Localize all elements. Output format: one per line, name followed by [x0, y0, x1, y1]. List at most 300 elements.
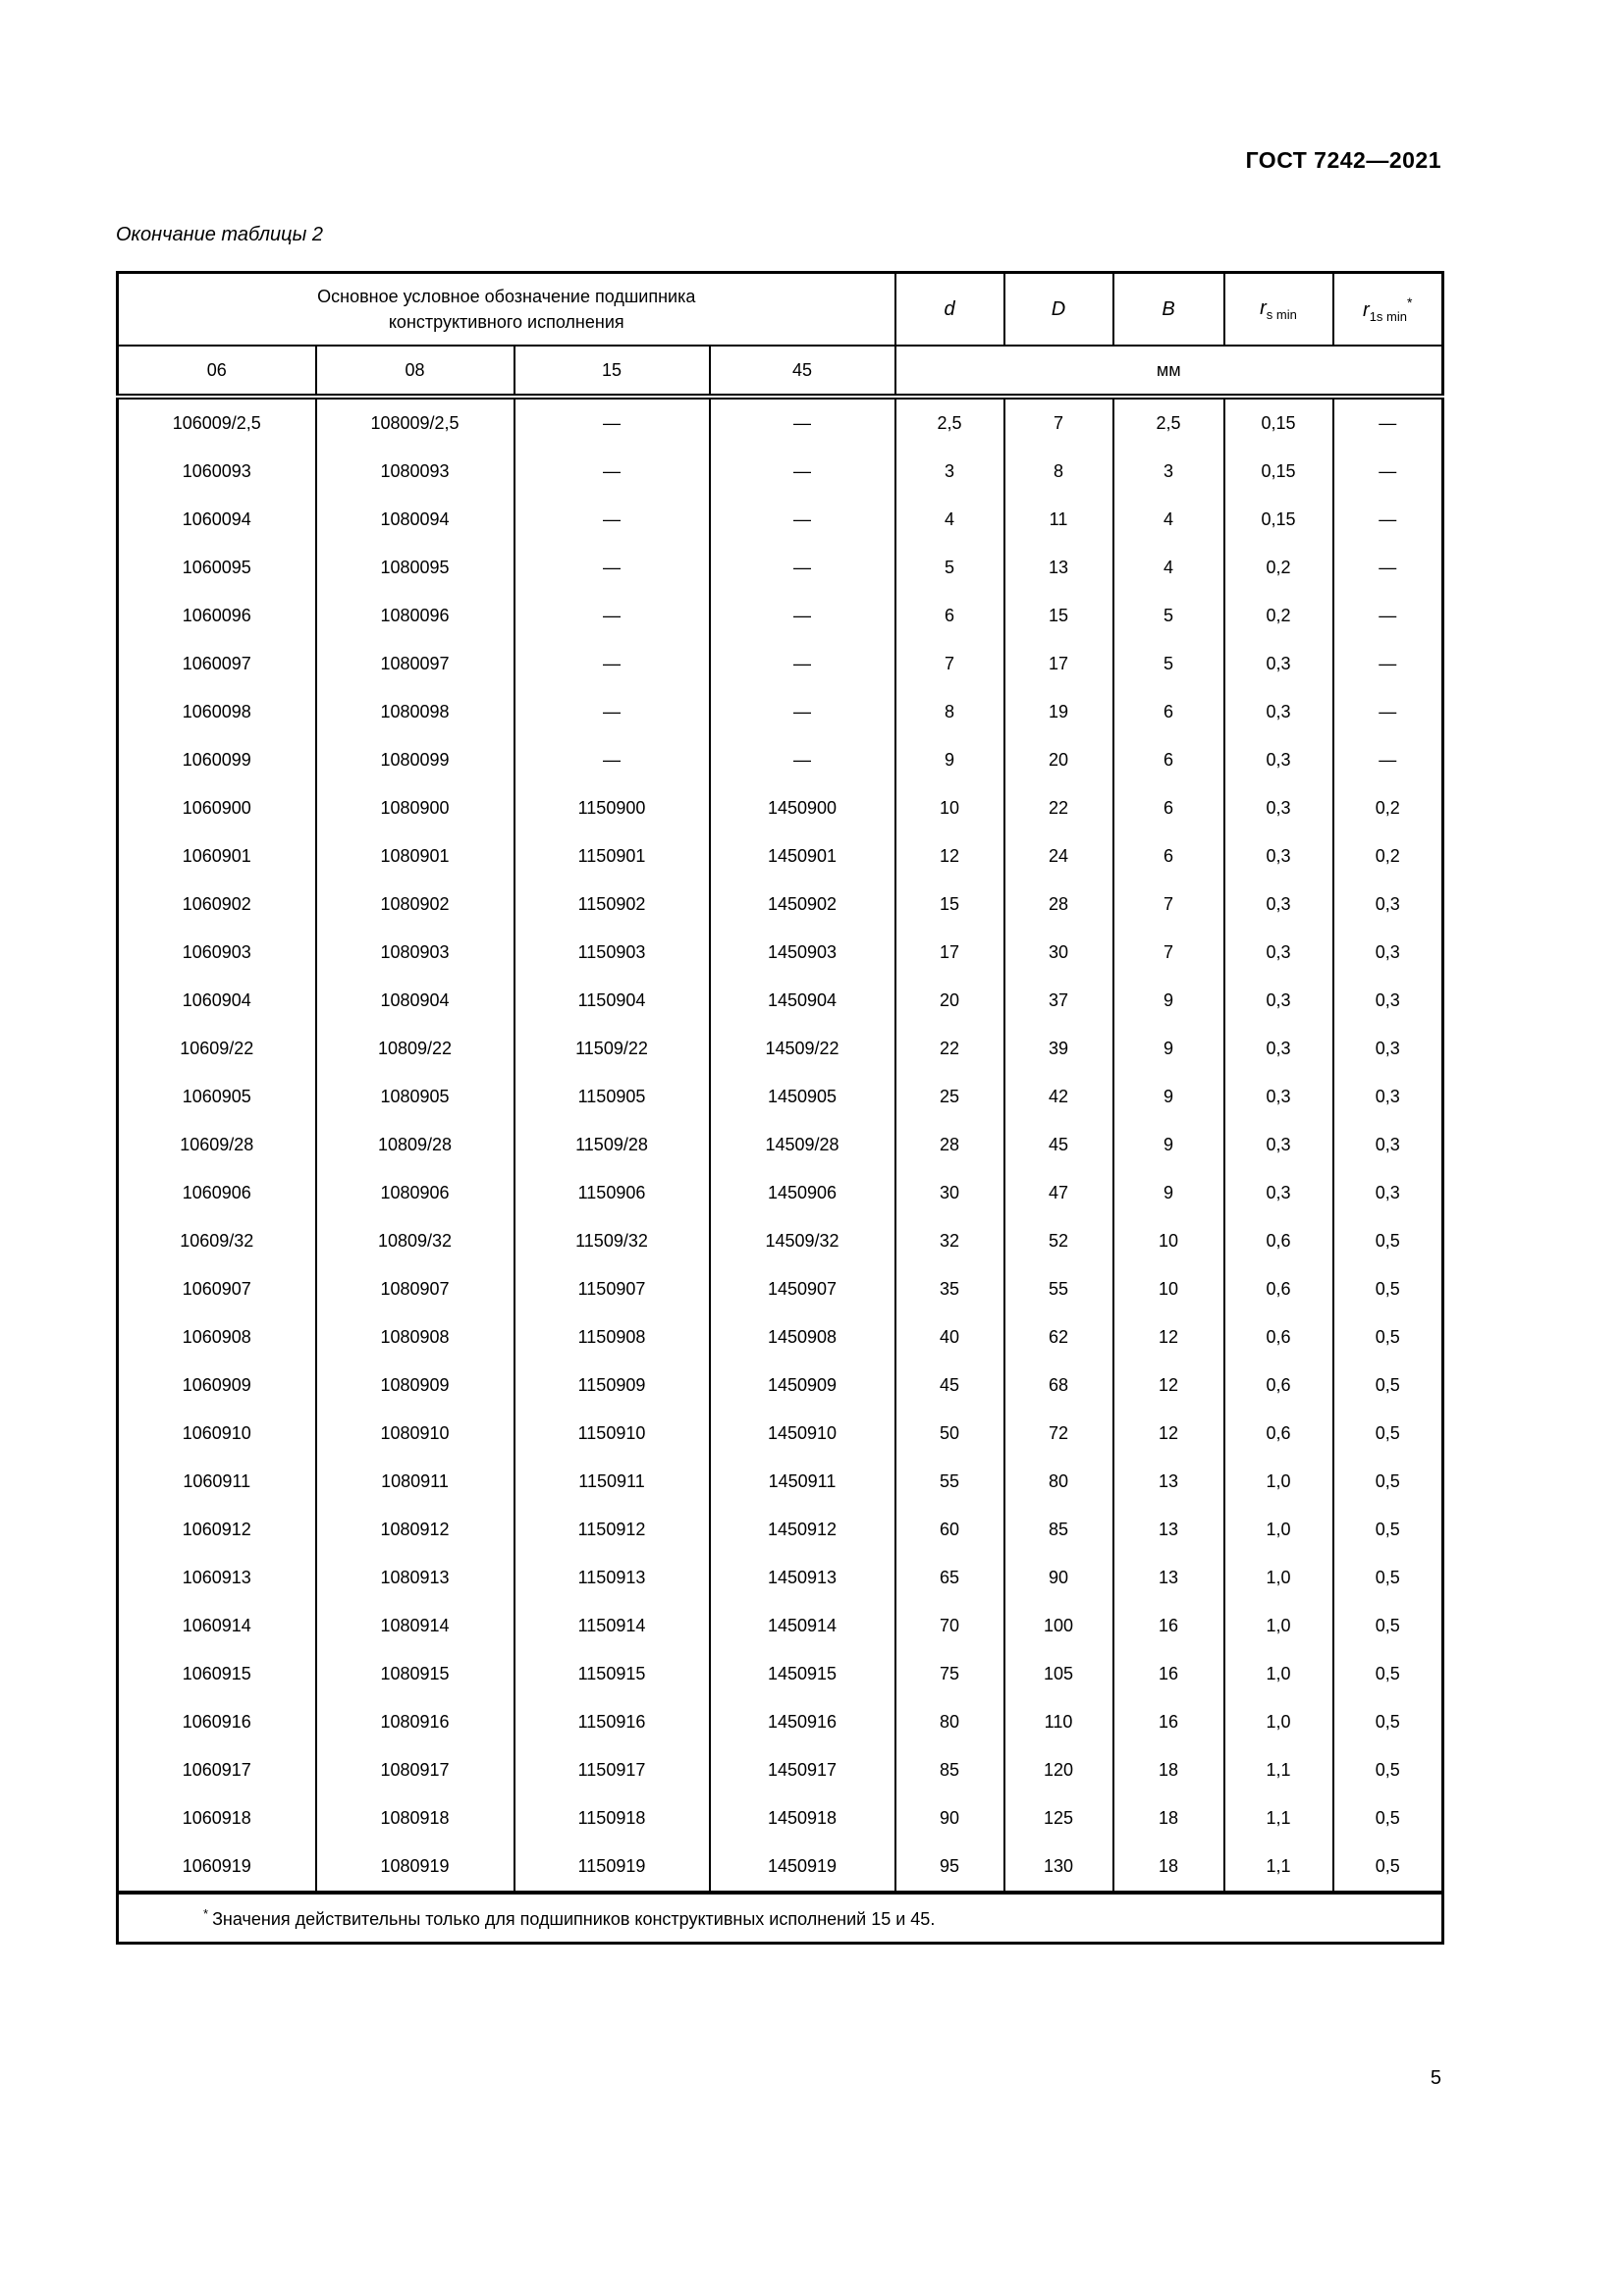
table-cell: 18: [1113, 1746, 1224, 1794]
table-cell: 0,3: [1224, 832, 1333, 881]
table-cell: —: [710, 640, 895, 688]
table-cell: 0,6: [1224, 1265, 1333, 1313]
table-cell: 1060095: [118, 544, 316, 592]
table-cell: 0,3: [1224, 640, 1333, 688]
table-cell: 6: [895, 592, 1004, 640]
table-cell: 11509/22: [514, 1025, 710, 1073]
table-cell: —: [710, 736, 895, 784]
table-cell: 1080902: [316, 881, 514, 929]
table-cell: —: [710, 592, 895, 640]
footnote-cell: [118, 1893, 1443, 1944]
table-cell: 1,1: [1224, 1842, 1333, 1893]
table-cell: 0,3: [1224, 929, 1333, 977]
table-cell: 1060901: [118, 832, 316, 881]
table-cell: 1150901: [514, 832, 710, 881]
table-cell: 13: [1113, 1458, 1224, 1506]
table-cell: 7: [1113, 881, 1224, 929]
table-cell: 13: [1004, 544, 1113, 592]
table-row: [118, 1410, 1443, 1458]
table-cell: 1080908: [316, 1313, 514, 1362]
table-cell: 1080097: [316, 640, 514, 688]
table-row: [118, 1362, 1443, 1410]
table-cell: 18: [1113, 1842, 1224, 1893]
table-cell: 62: [1004, 1313, 1113, 1362]
table-cell: 16: [1113, 1650, 1224, 1698]
table-row: [118, 1217, 1443, 1265]
table-cell: 0,5: [1333, 1410, 1443, 1458]
table-cell: 130: [1004, 1842, 1113, 1893]
table-row: [118, 688, 1443, 736]
table-row: [118, 496, 1443, 544]
table-cell: 1080099: [316, 736, 514, 784]
table-cell: 1060915: [118, 1650, 316, 1698]
table-cell: 1450909: [710, 1362, 895, 1410]
table-cell: 55: [1004, 1265, 1113, 1313]
table-cell: 60: [895, 1506, 1004, 1554]
table-cell: 0,6: [1224, 1313, 1333, 1362]
table-cell: 0,3: [1333, 977, 1443, 1025]
table-cell: 1080917: [316, 1746, 514, 1794]
table-row: [118, 1794, 1443, 1842]
table-cell: 45: [895, 1362, 1004, 1410]
table-cell: 1060912: [118, 1506, 316, 1554]
table-cell: 10809/22: [316, 1025, 514, 1073]
table-cell: 1080914: [316, 1602, 514, 1650]
table-cell: 17: [1004, 640, 1113, 688]
table-cell: 1150903: [514, 929, 710, 977]
table-cell: 1150910: [514, 1410, 710, 1458]
col-header-d: [895, 273, 1004, 347]
table-row: [118, 1554, 1443, 1602]
table-cell: —: [710, 448, 895, 496]
table-cell: 9: [1113, 1025, 1224, 1073]
table-cell: 1450911: [710, 1458, 895, 1506]
table-cell: 8: [1004, 448, 1113, 496]
table-cell: 1450914: [710, 1602, 895, 1650]
table-cell: 0,5: [1333, 1313, 1443, 1362]
table-cell: 1080093: [316, 448, 514, 496]
table-cell: 1080910: [316, 1410, 514, 1458]
table-cell: 0,15: [1224, 448, 1333, 496]
table-cell: 0,5: [1333, 1265, 1443, 1313]
col-header-r1s-min: [1333, 273, 1443, 347]
table-cell: 1060906: [118, 1169, 316, 1217]
table-cell: 9: [895, 736, 1004, 784]
table-cell: 1060094: [118, 496, 316, 544]
table-cell: 10809/32: [316, 1217, 514, 1265]
table-cell: 68: [1004, 1362, 1113, 1410]
table-cell: 1450903: [710, 929, 895, 977]
table-cell: —: [514, 736, 710, 784]
table-cell: 1,1: [1224, 1794, 1333, 1842]
r1s-min-asterisk: *: [1407, 294, 1413, 310]
table-cell: —: [710, 496, 895, 544]
table-cell: 1080905: [316, 1073, 514, 1121]
variant-header-15: 15: [514, 346, 710, 397]
table-cell: 0,6: [1224, 1410, 1333, 1458]
table-cell: 2,5: [895, 397, 1004, 448]
footnote-text: Значения действительны только для подшипников конструктивных исполнений 15 и 45.: [212, 1909, 936, 1929]
table-cell: 1450907: [710, 1265, 895, 1313]
variant-header-08: 08: [316, 346, 514, 397]
table-cell: —: [514, 688, 710, 736]
table-cell: 16: [1113, 1698, 1224, 1746]
table-cell: 0,3: [1333, 881, 1443, 929]
table-cell: 95: [895, 1842, 1004, 1893]
table-cell: 19: [1004, 688, 1113, 736]
table-cell: 11: [1004, 496, 1113, 544]
table-cell: —: [710, 397, 895, 448]
table-cell: 6: [1113, 784, 1224, 832]
table-cell: 4: [1113, 496, 1224, 544]
table-cell: 90: [895, 1794, 1004, 1842]
table-cell: 0,5: [1333, 1506, 1443, 1554]
table-cell: 9: [1113, 1121, 1224, 1169]
table-cell: 12: [1113, 1410, 1224, 1458]
table-cell: 1080918: [316, 1794, 514, 1842]
table-cell: 1150919: [514, 1842, 710, 1893]
table-cell: 1060910: [118, 1410, 316, 1458]
table-cell: 1,0: [1224, 1602, 1333, 1650]
table-cell: —: [1333, 736, 1443, 784]
table-cell: 1450913: [710, 1554, 895, 1602]
table-cell: —: [514, 592, 710, 640]
table-cell: 1450917: [710, 1746, 895, 1794]
variant-header-45: 45: [710, 346, 895, 397]
table-cell: 0,6: [1224, 1362, 1333, 1410]
table-cell: 0,5: [1333, 1554, 1443, 1602]
table-caption: Окончание таблицы 2: [116, 224, 324, 245]
table-cell: 0,5: [1333, 1698, 1443, 1746]
table-cell: 1150912: [514, 1506, 710, 1554]
table-cell: 11509/28: [514, 1121, 710, 1169]
table-cell: 1080098: [316, 688, 514, 736]
col-header-rs-min: [1224, 273, 1333, 347]
table-cell: 14509/32: [710, 1217, 895, 1265]
table-cell: 0,3: [1224, 1169, 1333, 1217]
r1s-min-subscript: 1s min: [1369, 309, 1407, 324]
rs-min-symbol: r: [1260, 296, 1267, 319]
table-cell: 1150918: [514, 1794, 710, 1842]
table-cell: 100: [1004, 1602, 1113, 1650]
table-cell: 1150907: [514, 1265, 710, 1313]
table-cell: 1080907: [316, 1265, 514, 1313]
table-cell: 72: [1004, 1410, 1113, 1458]
table-cell: 0,3: [1224, 977, 1333, 1025]
table-cell: 55: [895, 1458, 1004, 1506]
table-body: [118, 397, 1443, 1893]
table-row: [118, 544, 1443, 592]
table-cell: 0,3: [1224, 688, 1333, 736]
table-row: [118, 1842, 1443, 1893]
table-cell: 1450905: [710, 1073, 895, 1121]
table-cell: 22: [1004, 784, 1113, 832]
table-row: [118, 1025, 1443, 1073]
table-row: [118, 397, 1443, 448]
table-cell: 5: [895, 544, 1004, 592]
col-header-B: [1113, 273, 1224, 347]
table-cell: 0,5: [1333, 1650, 1443, 1698]
table-cell: 1060916: [118, 1698, 316, 1746]
table-cell: 9: [1113, 1169, 1224, 1217]
table-cell: 28: [1004, 881, 1113, 929]
table-cell: —: [710, 688, 895, 736]
table-cell: 1150902: [514, 881, 710, 929]
table-cell: 10609/22: [118, 1025, 316, 1073]
unit-header-mm: мм: [895, 346, 1443, 397]
table-cell: 28: [895, 1121, 1004, 1169]
table-cell: 1060905: [118, 1073, 316, 1121]
table-cell: —: [514, 544, 710, 592]
table-cell: 0,5: [1333, 1602, 1443, 1650]
table-cell: 1450919: [710, 1842, 895, 1893]
table-cell: 25: [895, 1073, 1004, 1121]
table-cell: —: [514, 397, 710, 448]
table-cell: 1060908: [118, 1313, 316, 1362]
table-row: [118, 640, 1443, 688]
table-cell: 35: [895, 1265, 1004, 1313]
table-cell: 1060911: [118, 1458, 316, 1506]
table-cell: 4: [895, 496, 1004, 544]
table-row: [118, 1698, 1443, 1746]
table-row: [118, 784, 1443, 832]
table-cell: 1080912: [316, 1506, 514, 1554]
table-cell: 8: [895, 688, 1004, 736]
table-cell: 1080904: [316, 977, 514, 1025]
table-cell: 110: [1004, 1698, 1113, 1746]
table-cell: —: [1333, 397, 1443, 448]
designation-header: [118, 273, 895, 347]
table-cell: 1450900: [710, 784, 895, 832]
table-cell: 4: [1113, 544, 1224, 592]
table-cell: 1080909: [316, 1362, 514, 1410]
table-cell: 0,5: [1333, 1362, 1443, 1410]
designation-header-label: Основное условное обозначение подшипника конструктивного исполнения: [317, 286, 696, 332]
table-cell: 1150915: [514, 1650, 710, 1698]
table-cell: 1080915: [316, 1650, 514, 1698]
table-cell: 5: [1113, 592, 1224, 640]
table-row: [118, 448, 1443, 496]
table-cell: 1060909: [118, 1362, 316, 1410]
table-cell: 1150909: [514, 1362, 710, 1410]
table-cell: 16: [1113, 1602, 1224, 1650]
table-cell: 1060093: [118, 448, 316, 496]
table-cell: 20: [895, 977, 1004, 1025]
table-cell: 1060919: [118, 1842, 316, 1893]
table-cell: 3: [1113, 448, 1224, 496]
table-cell: 9: [1113, 1073, 1224, 1121]
table-cell: 24: [1004, 832, 1113, 881]
table-cell: 7: [895, 640, 1004, 688]
table-cell: 1060918: [118, 1794, 316, 1842]
table-row: [118, 1169, 1443, 1217]
col-header-d-label: d: [944, 297, 955, 320]
table-cell: 65: [895, 1554, 1004, 1602]
table-cell: 1060914: [118, 1602, 316, 1650]
col-header-D: [1004, 273, 1113, 347]
table-cell: —: [1333, 496, 1443, 544]
table-cell: 52: [1004, 1217, 1113, 1265]
table-cell: 10: [1113, 1265, 1224, 1313]
table-cell: 0,3: [1224, 1121, 1333, 1169]
page-number: 5: [1430, 2067, 1441, 2089]
table-cell: 85: [1004, 1506, 1113, 1554]
table-cell: 0,15: [1224, 496, 1333, 544]
table-cell: —: [1333, 688, 1443, 736]
table-cell: 105: [1004, 1650, 1113, 1698]
table-cell: 1150904: [514, 977, 710, 1025]
table-cell: 1150916: [514, 1698, 710, 1746]
table-cell: 1150900: [514, 784, 710, 832]
table-cell: 1150911: [514, 1458, 710, 1506]
table-row: [118, 881, 1443, 929]
table-cell: 18: [1113, 1794, 1224, 1842]
table-cell: 0,3: [1333, 929, 1443, 977]
table-cell: 106009/2,5: [118, 397, 316, 448]
table-cell: 10: [895, 784, 1004, 832]
table-cell: 0,6: [1224, 1217, 1333, 1265]
table-cell: 13: [1113, 1554, 1224, 1602]
table-cell: 1,0: [1224, 1698, 1333, 1746]
table-cell: 0,3: [1333, 1025, 1443, 1073]
table-cell: 1150908: [514, 1313, 710, 1362]
table-row: [118, 1602, 1443, 1650]
table-cell: 0,3: [1224, 881, 1333, 929]
table-cell: 1450916: [710, 1698, 895, 1746]
table-cell: 10: [1113, 1217, 1224, 1265]
table-cell: 1060097: [118, 640, 316, 688]
table-cell: —: [1333, 448, 1443, 496]
table-cell: 80: [895, 1698, 1004, 1746]
table-row: [118, 832, 1443, 881]
table-cell: 6: [1113, 688, 1224, 736]
table-cell: 1060098: [118, 688, 316, 736]
variant-header-06: 06: [118, 346, 316, 397]
table-cell: 1080900: [316, 784, 514, 832]
table-cell: 1060907: [118, 1265, 316, 1313]
table-cell: 20: [1004, 736, 1113, 784]
table-cell: 0,5: [1333, 1794, 1443, 1842]
table-cell: 0,5: [1333, 1217, 1443, 1265]
table-cell: 13: [1113, 1506, 1224, 1554]
table-cell: 1450908: [710, 1313, 895, 1362]
table-cell: 12: [1113, 1362, 1224, 1410]
table-cell: 1450910: [710, 1410, 895, 1458]
table-cell: 0,3: [1224, 736, 1333, 784]
table-cell: 1060904: [118, 977, 316, 1025]
table-cell: 1080916: [316, 1698, 514, 1746]
table-cell: 0,3: [1333, 1121, 1443, 1169]
table-cell: 1,0: [1224, 1506, 1333, 1554]
table-cell: 6: [1113, 736, 1224, 784]
table-cell: 1060917: [118, 1746, 316, 1794]
table-cell: 10609/28: [118, 1121, 316, 1169]
table-row: [118, 1073, 1443, 1121]
table-cell: 0,15: [1224, 397, 1333, 448]
col-header-D-label: D: [1051, 297, 1066, 320]
table-cell: 90: [1004, 1554, 1113, 1602]
table-row: [118, 977, 1443, 1025]
table-cell: —: [514, 448, 710, 496]
table-cell: 1060913: [118, 1554, 316, 1602]
table-cell: 14509/22: [710, 1025, 895, 1073]
table-cell: 1080903: [316, 929, 514, 977]
table-cell: 1080096: [316, 592, 514, 640]
table-cell: 1080911: [316, 1458, 514, 1506]
table-cell: 3: [895, 448, 1004, 496]
table-cell: 1080906: [316, 1169, 514, 1217]
table-cell: 0,3: [1224, 1073, 1333, 1121]
table-cell: 1,0: [1224, 1554, 1333, 1602]
table-cell: 42: [1004, 1073, 1113, 1121]
table-cell: 1060903: [118, 929, 316, 977]
table-cell: 108009/2,5: [316, 397, 514, 448]
r1s-min-symbol: r: [1363, 299, 1370, 321]
table-cell: 1,0: [1224, 1458, 1333, 1506]
table-cell: 1150913: [514, 1554, 710, 1602]
table-cell: 0,2: [1224, 592, 1333, 640]
table-cell: 0,3: [1333, 1073, 1443, 1121]
table-cell: 40: [895, 1313, 1004, 1362]
table-cell: 1080094: [316, 496, 514, 544]
table-cell: 9: [1113, 977, 1224, 1025]
table-cell: 12: [895, 832, 1004, 881]
table-cell: 6: [1113, 832, 1224, 881]
table-row: [118, 1506, 1443, 1554]
table-row: [118, 736, 1443, 784]
standard-reference: ГОСТ 7242—2021: [1245, 147, 1441, 173]
col-header-B-label: B: [1162, 297, 1175, 320]
table-cell: 1,0: [1224, 1650, 1333, 1698]
table-cell: 15: [895, 881, 1004, 929]
table-cell: 1060900: [118, 784, 316, 832]
table-cell: —: [514, 640, 710, 688]
bearing-dimensions-table: [116, 271, 1444, 1945]
table-cell: 7: [1004, 397, 1113, 448]
table-cell: 0,3: [1224, 1025, 1333, 1073]
table-cell: 1450918: [710, 1794, 895, 1842]
table-cell: 7: [1113, 929, 1224, 977]
table-cell: 39: [1004, 1025, 1113, 1073]
table-cell: 1450904: [710, 977, 895, 1025]
table-cell: 37: [1004, 977, 1113, 1025]
table-cell: —: [1333, 640, 1443, 688]
table-cell: 70: [895, 1602, 1004, 1650]
table-cell: 32: [895, 1217, 1004, 1265]
table-cell: 0,3: [1224, 784, 1333, 832]
table-row: [118, 1265, 1443, 1313]
table-row: [118, 1313, 1443, 1362]
table-cell: 85: [895, 1746, 1004, 1794]
table-cell: 12: [1113, 1313, 1224, 1362]
table-cell: 1060099: [118, 736, 316, 784]
table-cell: 1080913: [316, 1554, 514, 1602]
table-cell: —: [710, 544, 895, 592]
table-cell: 14509/28: [710, 1121, 895, 1169]
table-cell: 1080919: [316, 1842, 514, 1893]
table-cell: 11509/32: [514, 1217, 710, 1265]
table-cell: 0,5: [1333, 1746, 1443, 1794]
table-row: [118, 592, 1443, 640]
table-cell: 1450915: [710, 1650, 895, 1698]
table-cell: 0,2: [1333, 832, 1443, 881]
table-cell: 5: [1113, 640, 1224, 688]
table-cell: 17: [895, 929, 1004, 977]
table-cell: 1060096: [118, 592, 316, 640]
table-cell: 80: [1004, 1458, 1113, 1506]
table-cell: 15: [1004, 592, 1113, 640]
table-cell: 1080901: [316, 832, 514, 881]
